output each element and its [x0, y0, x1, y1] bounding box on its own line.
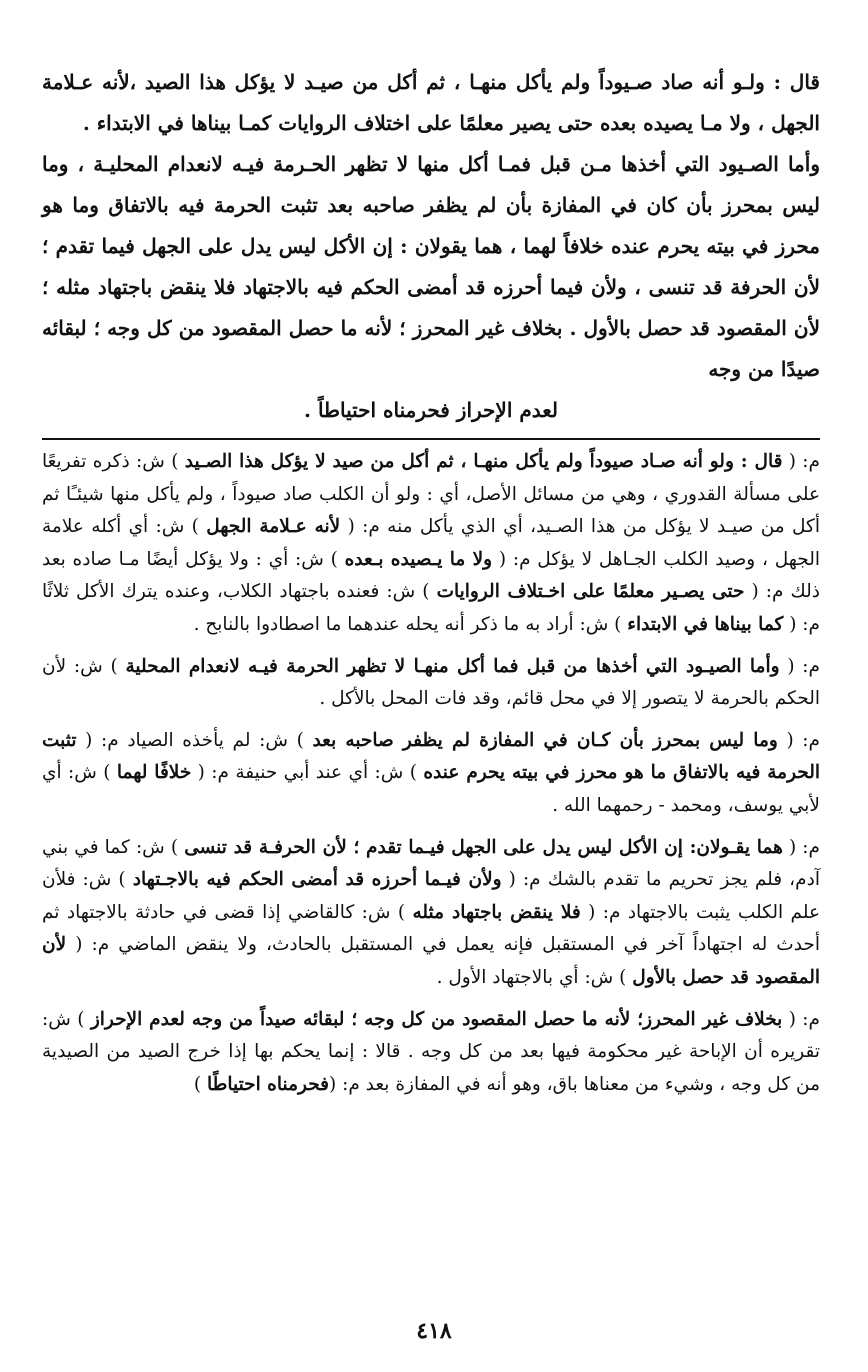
commentary-text: ) ش: لم يأخذه الصياد م: (: [76, 729, 313, 751]
matn-marker: م: (: [779, 655, 820, 677]
matn-paragraph-2: وأما الصـيود التي أخذها مـن قبل فمـا أكل منها لا تظهر الحـرمة فيـه لانعدام المحليـة ، وما ليس بمحرز بأن كان في المفازة بأن لم يظفر صاحبه بعد تثبت الحرمة فيه بالاتفاق وما هو محرز في بيته يحرم عنده خلافاً لهما ، هما يقولان : إن الأكل ليس يدل على الجهل فيما تقدم ؛ لأن الحرفة قد تنسى ، ولأن فيما أحرزه قد أمضى الحكم فيه بالاجتهاد فلا ينقض باجتهاد مثله ؛ لأن المقصود قد حصل بالأول . بخلاف غير المحرز ؛ لأنه ما حصل المقصود من كل وجه ؛ لبقائه صيدًا من وجه: [42, 152, 821, 381]
matn-marker: م: (: [782, 836, 820, 858]
commentary-text: ): [193, 1073, 207, 1095]
commentary-text: ) ش: فعنده باجتهاد الكلاب، وعنده يترك الأكل ثلاثًا م: (: [42, 581, 820, 635]
commentary-text: ) ش: كالقاضي إذا قضى في حادثة بالاجتهاد ثم أحدث له اجتهاداً آخر في المستقبل فإنه يعمل في المستقبل بالحادث، ولا ينقض الماضي م: (: [42, 901, 820, 956]
matn-section: [42, 62, 820, 431]
quoted-matn: كما بيناها في الابتداء: [627, 613, 784, 635]
commentary-text: ) ش: لأن الحكم بالحرمة لا يتصور إلا في محل قائم، وقد فات المحل بالأكل .: [42, 655, 820, 710]
section-divider: [42, 438, 820, 440]
quoted-matn: خلافًا لهما: [116, 762, 192, 784]
commentary-text: ) ش: أي لأبي يوسف، ومحمد - رحمهما الله .: [42, 762, 820, 816]
commentary-text: ) ش: أراد به ما ذكر أنه يحله عندهما ما اصطادوا بالنابح .: [193, 613, 628, 635]
matn-marker: م: (: [782, 451, 820, 472]
quoted-matn: فحرمناه احتياطًا: [207, 1073, 329, 1095]
sharh-paragraph-5: [42, 1004, 820, 1102]
quoted-matn: وما ليس بمحرز بأن كـان في المفازة لم يظفر صاحبه بعد: [312, 729, 778, 751]
quoted-matn: فلا ينقض باجتهاد مثله: [412, 901, 581, 923]
quoted-matn: قال : ولو أنه صـاد صيوداً ولم يأكل منهـا ، ثم أكل من صيد لا يؤكل هذا الصـيد: [184, 451, 783, 472]
quoted-matn: وأما الصيـود التي أخذها من قبل فما أكل منهـا لا تظهر الحرمة فيـه لانعدام المحلية: [125, 655, 780, 677]
sharh-paragraph-3: [42, 725, 820, 823]
sharh-paragraph-1: [42, 446, 820, 642]
sharh-paragraph-4: [42, 832, 820, 995]
matn-marker: م: (: [777, 729, 820, 751]
commentary-text: ) ش: أي : ولا يؤكل أيضًا مـا صاده بعد ذلك م: (: [42, 548, 821, 603]
quoted-matn: لأن المقصود قد حصل بالأول: [42, 934, 820, 988]
commentary-text: ) ش: تقريره أن الإباحة غير محكومة فيها بعد من كل وجه . قالا : إنما يحكم بها إذا خرج الصيد من الصيدية من كل وجه ، وشيء من معناها باق، وهو أنه في المفازة بعد م: (: [42, 1008, 820, 1095]
quoted-matn: ولا ما يـصيده بـعده: [344, 548, 493, 570]
commentary-text: ) ش: كما في بني آدم، فلم يجز تحريم ما تقدم بالشك م: (: [42, 836, 820, 891]
matn-marker: م: (: [782, 1008, 820, 1030]
matn-text: [42, 62, 820, 431]
commentary-text: ) ش: أي عند أبي حنيفة م: (: [191, 762, 424, 784]
quoted-matn: تثبت الحرمة فيه بالاتفاق ما هو محرز في بيته يحرم عنده: [42, 729, 821, 784]
commentary-text: ) ش: أي أكله علامة الجهل ، وصيد الكلب الجـاهل لا يؤكل م: (: [42, 516, 820, 570]
page-number: ٤١٨: [416, 1318, 452, 1344]
commentary-text: ) ش: فلأن علم الكلب يثبت بالاجتهاد م: (: [42, 869, 821, 923]
commentary-text: ) ش: أي بالاجتهاد الأول .: [436, 966, 633, 988]
matn-paragraph-1: قال : ولـو أنه صاد صـيوداً ولم يأكل منهـا ، ثم أكل من صيـد لا يؤكل هذا الصيد ،لأنه عـلامة الجهل ، ولا مـا يصيده بعده حتى يصير معلمًا على اختلاف الروايات كمـا بيناها في الابتداء .: [42, 70, 820, 135]
quoted-matn: لأنه عـلامة الجهل: [206, 516, 341, 538]
matn-paragraph-3: لعدم الإحراز فحرمناه احتياطاً .: [304, 398, 558, 422]
sharh-section: [42, 446, 820, 1110]
quoted-matn: حتى يصـير معلمًا على اخـتلاف الروايات: [436, 581, 745, 603]
sharh-paragraph-2: [42, 651, 820, 716]
quoted-matn: ولأن فيـما أحرزه قد أمضى الحكم فيه بالاجـتهاد: [132, 869, 502, 891]
commentary-text: ) ش: ذكره تفريعًا على مسألة القدوري ، وهي من مسائل الأصل، أي : ولو أن الكلب صاد صيوداً ، ولم يأكل منها شيئـًا ثم أكل من صيـد لا يؤكل من هذا الصـيد، أي الذي يأكل منه م: (: [42, 451, 820, 538]
quoted-matn: هما يقـولان: إن الأكل ليس يدل على الجهل فيـما تقدم ؛ لأن الحرفـة قد تنسى: [184, 836, 783, 858]
quoted-matn: بخلاف غير المحرز؛ لأنه ما حصل المقصود من كل وجه ؛ لبقائه صيداً من وجه لعدم الإحراز: [90, 1008, 783, 1030]
